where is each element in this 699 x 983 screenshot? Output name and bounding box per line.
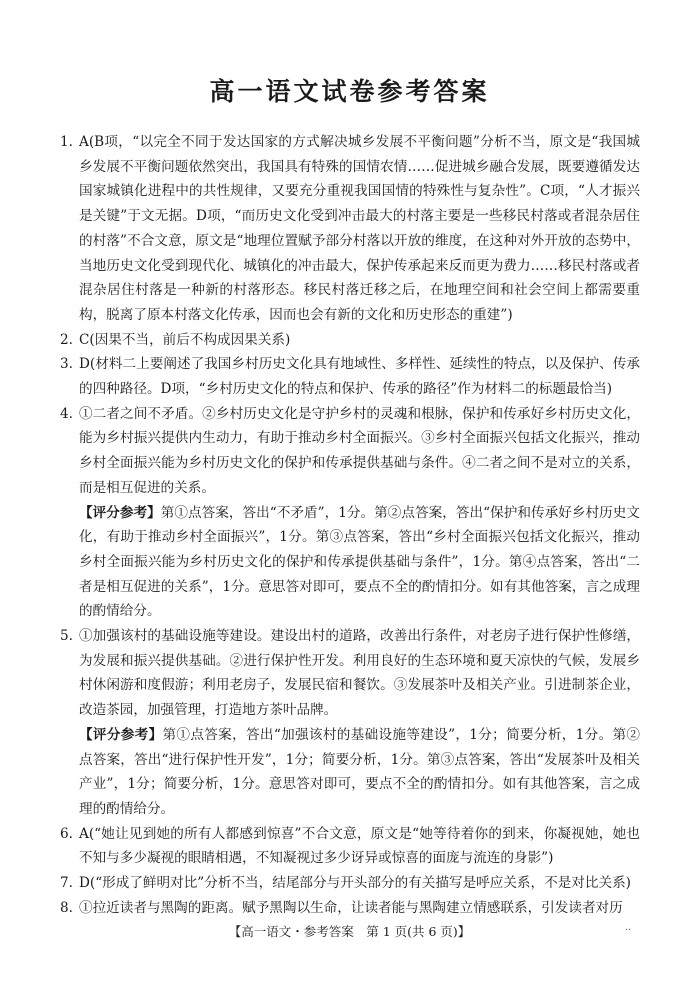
answer-text: D(材料二上要阐述了我国乡村历史文化具有地域性、多样性、延续性的特点，以及保护、传承的四种路径。D项，“乡村历史文化的特点和保护、传承的路径”作为材料二的标题最恰当) (79, 356, 640, 398)
answer-number: 7. (60, 875, 73, 892)
scoring-reference-text: 第①点答案，答出“加强该村的基础设施等建设”，1分；简要分析，1分。第②点答案，答出“进行保护性开发”，1分；简要分析，1分。第③点答案，答出“发展茶叶及相关产业”，1分；简要分析，1分。意思答对即可，要点不全的酌情扣分。如有其他答案，言之成理的酌情给分。 (79, 726, 640, 817)
answer-content (60, 130, 640, 921)
answer-item-1 (60, 130, 640, 328)
answer-item-5 (60, 624, 640, 723)
page-footer: 【高一语文・参考答案 第 1 页(共 6 页)】 (228, 924, 471, 939)
answer-text: C(因果不当，前后不构成因果关系) (79, 331, 291, 348)
answer-number: 3. (60, 356, 73, 373)
page-title: 高一语文试卷参考答案 (209, 77, 490, 106)
answer-number: 1. (60, 134, 73, 150)
answer-text: ①拉近读者与黑陶的距离。赋予黑陶以生命，让读者能与黑陶建立情感联系，引发读者对历 (79, 899, 623, 916)
scoring-reference-4 (60, 501, 640, 625)
answer-number: 5. (60, 628, 73, 645)
scoring-reference-5 (60, 723, 640, 822)
scoring-reference-label: 【评分参考】 (79, 726, 163, 743)
answer-number: 2. (60, 331, 73, 348)
answer-text: A(B项，“以完全不同于发达国家的方式解决城乡发展不平衡问题”分析不当，原文是“我国城乡发展不平衡问题依然突出，我国具有特殊的国情农情……促进城乡融合发展，既要遵循发达国家城镇化进程中的共性规律，又要充分重视我国国情的特殊性与复杂性”。C项，“人才振兴是关键”于文无据。D项，“而历史文化受到冲击最大的村落主要是一些移民村落或者混杂居住的村落”不合文意，原文是“地理位置赋予部分村落以开放的维度，在这种对外开放的态势中，当地历史文化受到现代化、城镇化的冲击最大，保护传承起来反而更为费力……移民村落或者混杂居住村落是一种新的村落形态。移民村落迁移之后，在地理空间和社会空间上都需要重构，脱离了原本村落文化传承，因而也会有新的文化和历史形态的重建”) (79, 134, 640, 323)
answer-text: A(“她让见到她的所有人都感到惊喜”不合文意，原文是“她等待着你的到来，你凝视她，她也不知与多少凝视的眼睛相遇，不知凝视过多少讶异或惊喜的面庞与流连的身影”) (79, 825, 640, 867)
answer-item-8 (60, 896, 640, 921)
answer-number: 6. (60, 825, 73, 842)
answer-text: ①加强该村的基础设施等建设。建设出村的道路，改善出行条件，对老房子进行保护性修缮，为发展和振兴提供基础。②进行保护性开发。利用良好的生态环境和夏天凉快的气候，发展乡村休闲游和度假游；利用老房子，发展民宿和餐饮。③发展茶叶及相关产业。引进制茶企业，改造茶园，加强管理，打造地方茶叶品牌。 (79, 628, 640, 719)
answer-item-2 (60, 328, 640, 353)
corner-mark: ·· (625, 925, 632, 936)
answer-text: ①二者之间不矛盾。②乡村历史文化是守护乡村的灵魂和根脉，保护和传承好乡村历史文化，能为乡村振兴提供内生动力，有助于推动乡村全面振兴。③乡村全面振兴包括文化振兴，推动乡村全面振兴能为乡村历史文化的保护和传承提供基础与条件。④二者之间不是对立的关系，而是相互促进的关系。 (79, 405, 640, 496)
answer-text: D(“形成了鲜明对比”分析不当，结尾部分与开头部分的有关描写是呼应关系，不是对比关系) (79, 875, 631, 892)
answer-item-7 (60, 871, 640, 896)
scoring-reference-text: 第①点答案，答出“不矛盾”，1分。第②点答案，答出“保护和传承好乡村历史文化，有助于推动乡村全面振兴”，1分。第③点答案，答出“乡村全面振兴包括文化振兴，推动乡村全面振兴能为乡村历史文化的保护和传承提供基础与条件”，1分。第④点答案，答出“二者是相互促进的关系”，1分。意思答对即可，要点不全的酌情扣分。如有其他答案，言之成理的酌情给分。 (79, 504, 641, 620)
answer-item-4 (60, 402, 640, 501)
answer-number: 8. (60, 899, 73, 916)
answer-number: 4. (60, 405, 73, 422)
answer-item-6 (60, 822, 640, 871)
scoring-reference-label: 【评分参考】 (79, 504, 161, 521)
answer-item-3 (60, 352, 640, 401)
